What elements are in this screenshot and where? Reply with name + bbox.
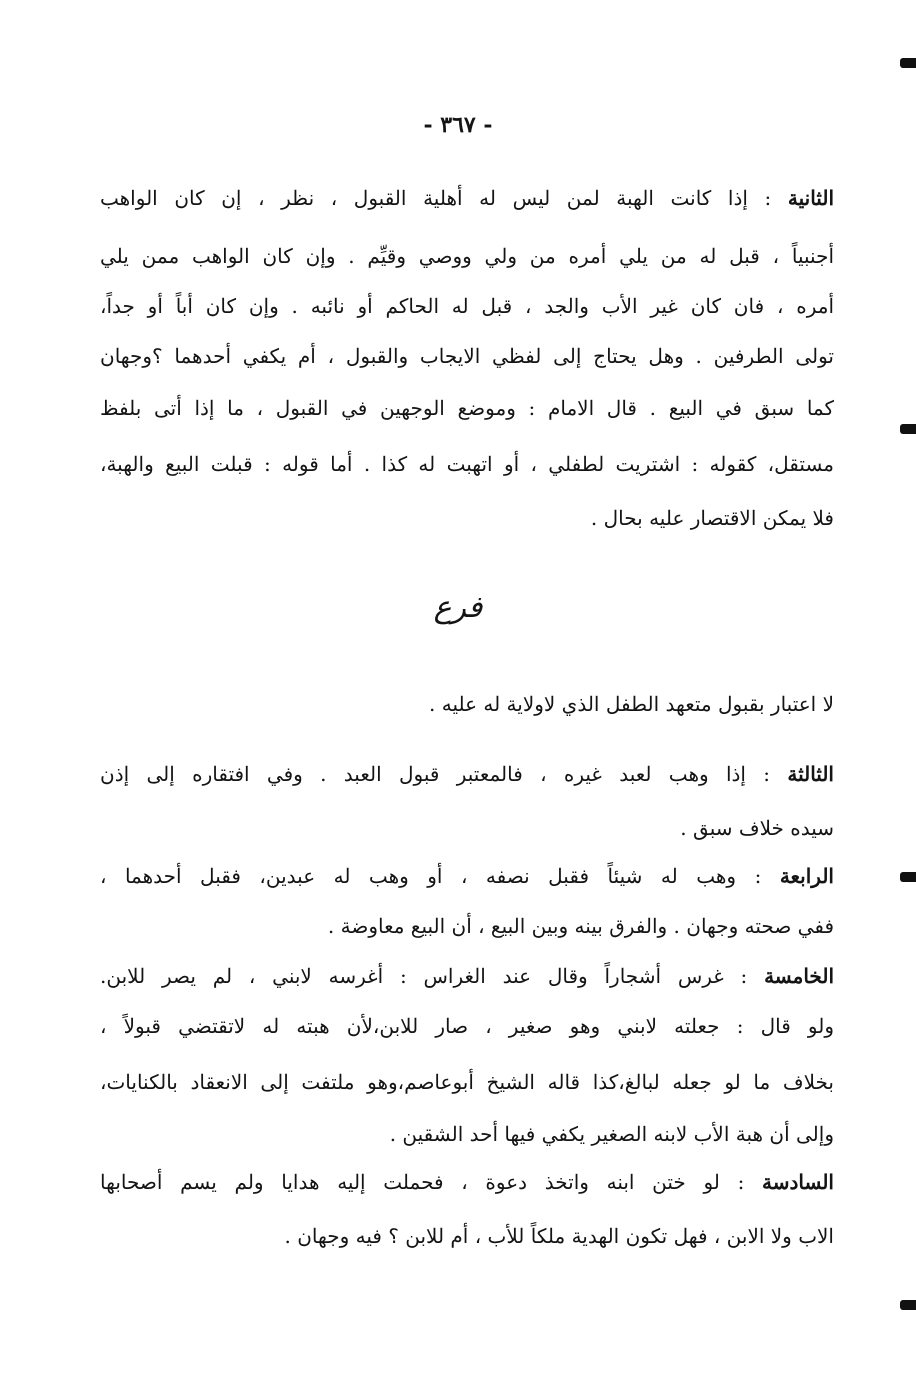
text-line: كما سبق في البيع . قال الامام : وموضع الوجهين في القبول ، ما إذا أتى بلفظ (100, 396, 834, 420)
text-line: الثانية : إذا كانت الهبة لمن ليس له أهلية القبول ، نظر ، إن كان الواهب (100, 186, 834, 210)
section-heading: فرع (433, 590, 483, 625)
text-line: سيده خلاف سبق . (680, 816, 834, 840)
section-lead: الثانية (787, 186, 834, 210)
section-lead: الثالثة (787, 762, 834, 786)
text-line: تولى الطرفين . وهل يحتاج إلى لفظي الايجاب والقبول ، أم يكفي أحدهما ؟وجهان (100, 344, 834, 368)
scan-edge-mark (900, 872, 916, 882)
text-line: وإلى أن هبة الأب لابنه الصغير يكفي فيها أحد الشقين . (389, 1122, 834, 1146)
page-number: - ٣٦٧ - (423, 112, 493, 138)
section-lead: الخامسة (764, 964, 834, 988)
text-line: أمره ، فان كان غير الأب والجد ، قبل له الحاكم أو نائبه . وإن كان أباً أو جداً، (100, 294, 834, 318)
text-line: الاب ولا الابن ، فهل تكون الهدية ملكاً للأب ، أم للابن ؟ فيه وجهان . (284, 1224, 834, 1248)
text-line: السادسة : لو ختن ابنه واتخذ دعوة ، فحملت إليه هدايا ولم يسم أصحابها (100, 1170, 834, 1194)
text-line: بخلاف ما لو جعله لبالغ،كذا قاله الشيخ أبوعاصم،وهو ملتفت إلى الانعقاد بالكنايات، (100, 1070, 834, 1094)
text-line: أجنبياً ، قبل له من يلي أمره من ولي ووصي وقيِّم . وإن كان الواهب ممن يلي (100, 244, 834, 268)
section-lead: الرابعة (779, 864, 834, 888)
text-line: الرابعة : وهب له شيئاً فقبل نصفه ، أو وهب له عبدين، فقبل أحدهما ، (100, 864, 834, 888)
scan-edge-mark (900, 1300, 916, 1310)
section-lead: السادسة (762, 1170, 834, 1194)
scan-edge-mark (900, 58, 916, 68)
text-line: الخامسة : غرس أشجاراً وقال عند الغراس : أغرسه لابني ، لم يصر للابن. (100, 964, 834, 988)
text-line: ولو قال : جعلته لابني وهو صغير ، صار للابن،لأن هبته له لاتقتضي قبولاً ، (100, 1014, 834, 1038)
text-line: فلا يمكن الاقتصار عليه بحال . (590, 506, 834, 530)
scan-edge-mark (900, 424, 916, 434)
text-line: ففي صحته وجهان . والفرق بينه وبين البيع ، أن البيع معاوضة . (327, 914, 834, 938)
text-line: مستقل، كقوله : اشتريت لطفلي ، أو اتهبت له كذا . أما قوله : قبلت البيع والهبة، (100, 452, 834, 476)
text-line: الثالثة : إذا وهب لعبد غيره ، فالمعتبر قبول العبد . وفي افتقاره إلى إذن (100, 762, 834, 786)
text-line: لا اعتبار بقبول متعهد الطفل الذي لاولاية له عليه . (429, 692, 834, 716)
